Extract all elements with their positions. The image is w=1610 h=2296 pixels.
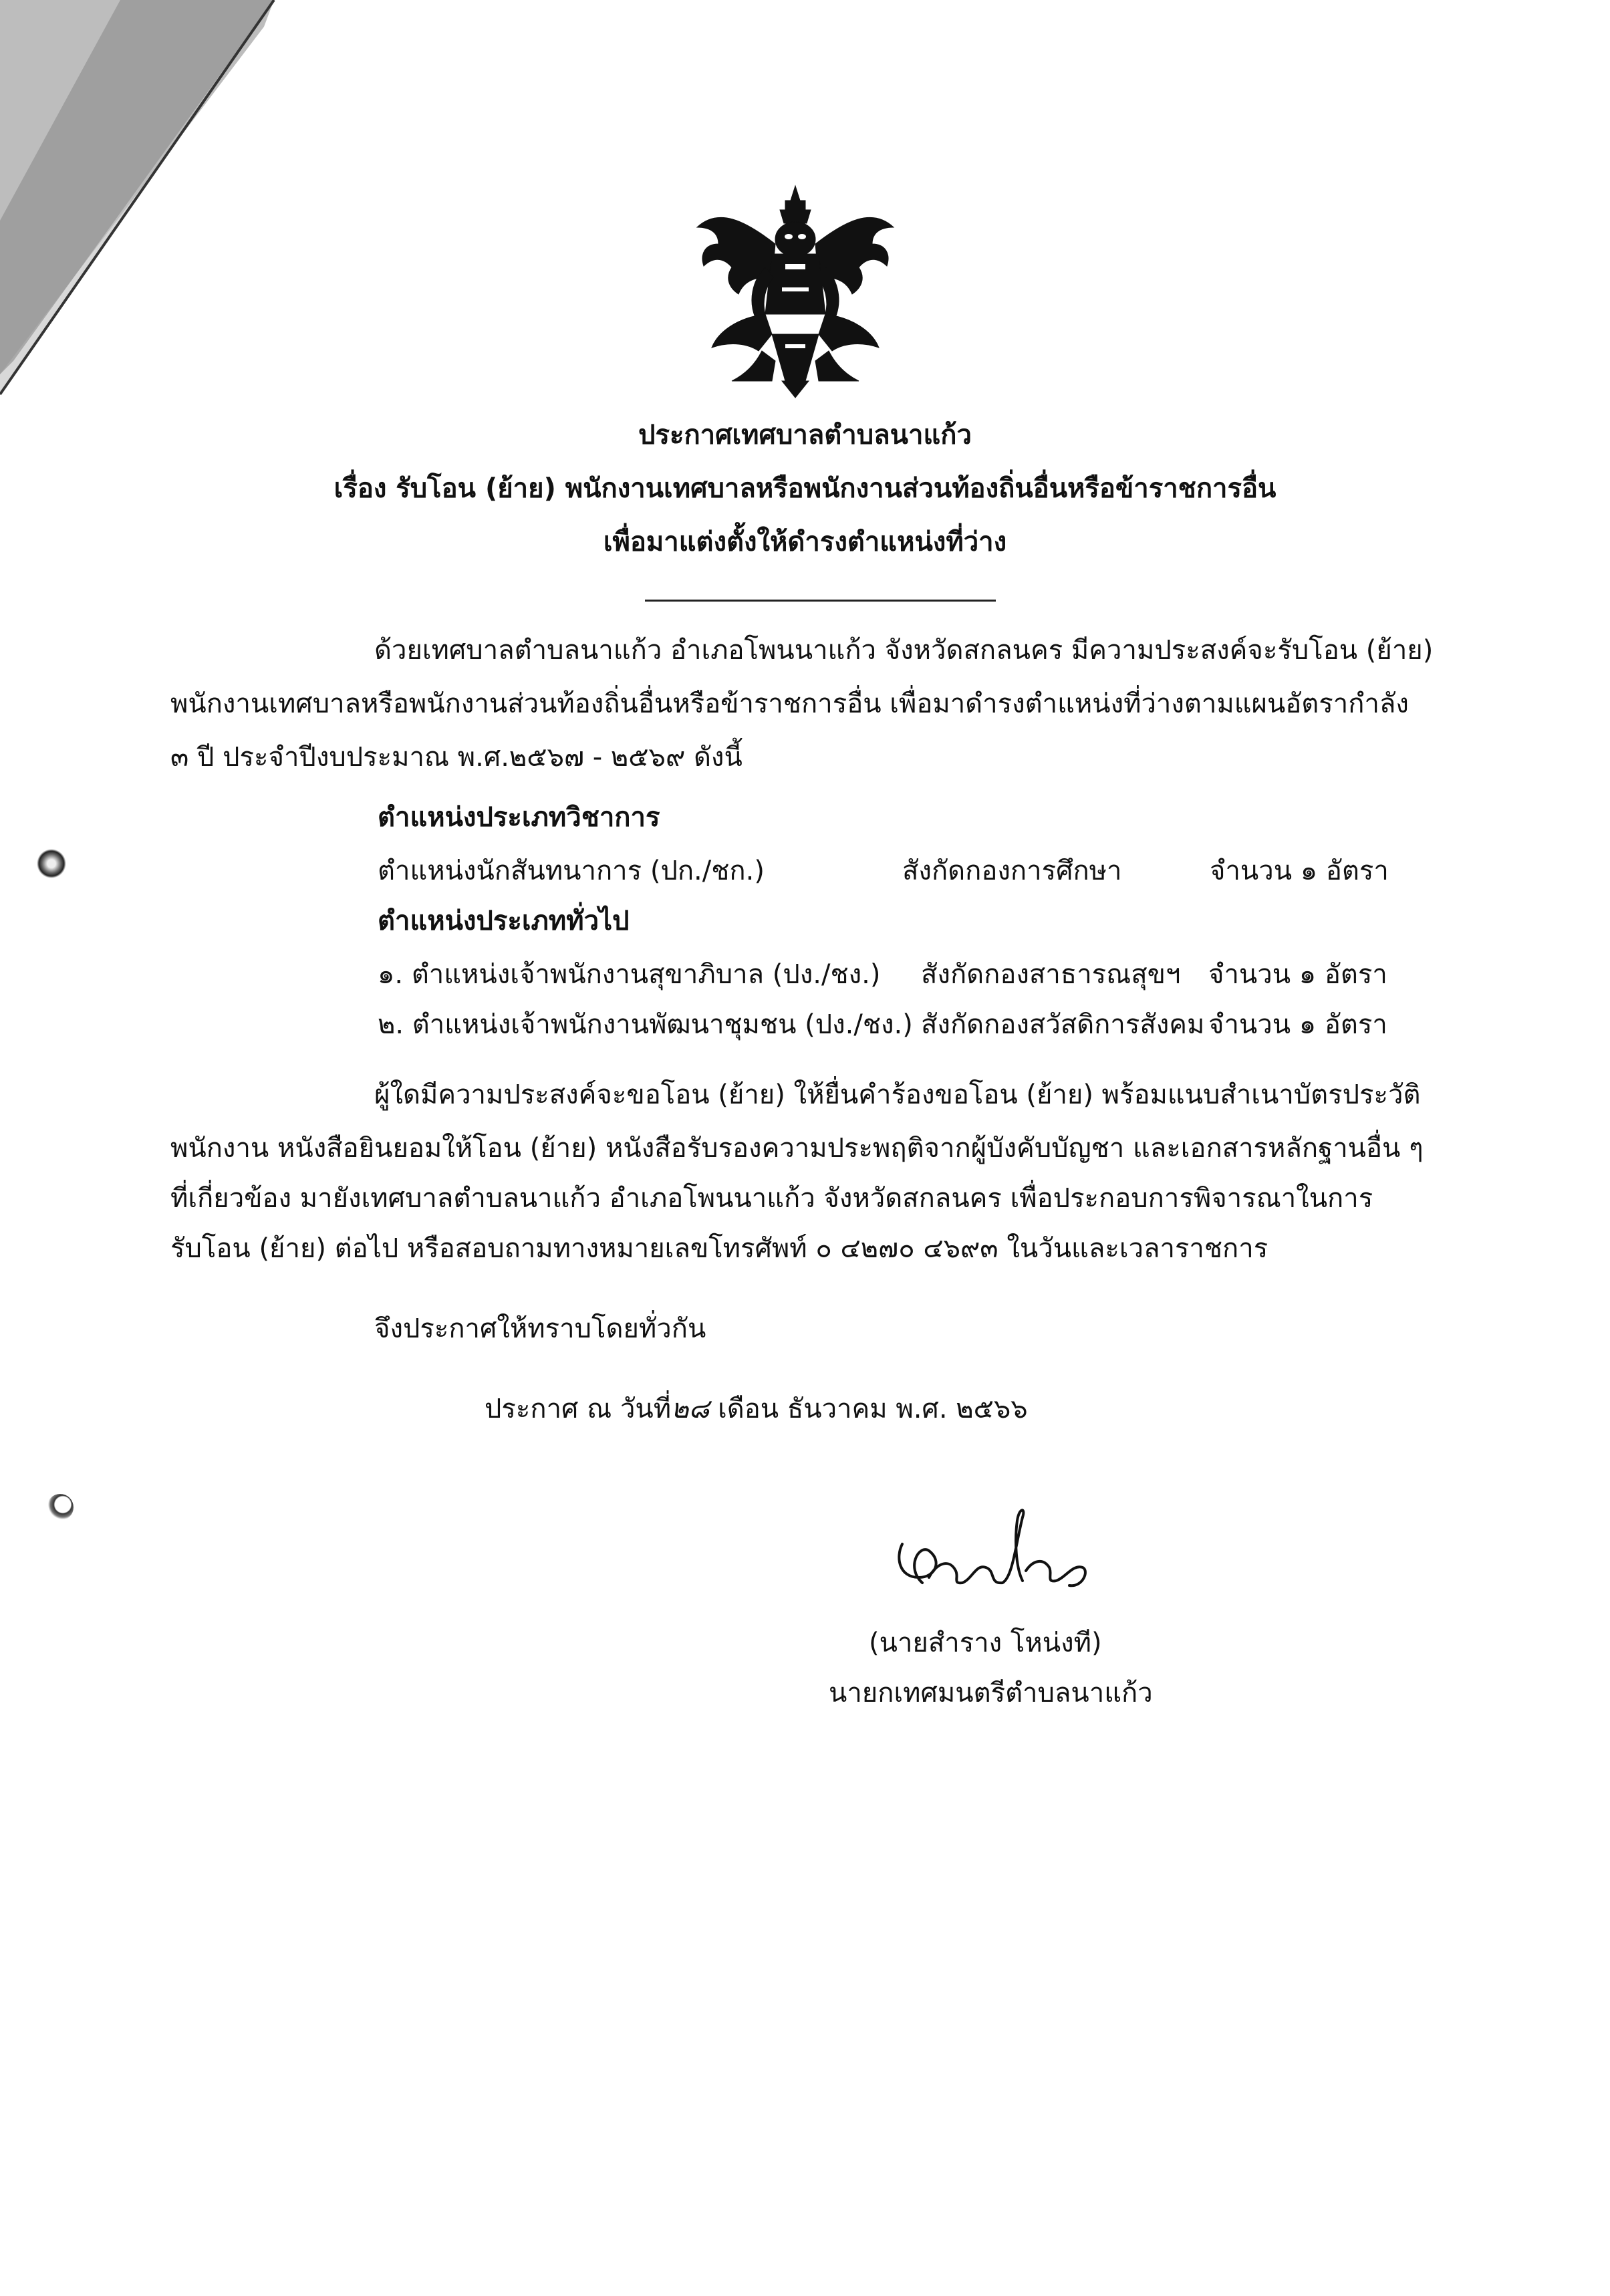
position-row-dept: สังกัดกองการศึกษา: [902, 856, 1122, 886]
instructions-line-1: ผู้ใดมีความประสงค์จะขอโอน (ย้าย) ให้ยื่นคำร้องขอโอน (ย้าย) พร้อมแนบสำเนาบัตรประวัติ: [374, 1079, 1421, 1110]
signatory-name: (นายสำราง โหน่งที): [869, 1628, 1102, 1658]
announcement-subject: เรื่อง รับโอน (ย้าย) พนักงานเทศบาลหรือพนักงานส่วนท้องถิ่นอื่นหรือข้าราชการอื่น: [333, 473, 1277, 504]
scan-speck: [37, 849, 66, 878]
position-row-count: จำนวน ๑ อัตรา: [1208, 1009, 1387, 1040]
position-row-title: ตำแหน่งนักสันทนาการ (ปก./ชก.): [378, 856, 765, 886]
position-row-count: จำนวน ๑ อัตรา: [1208, 959, 1387, 990]
scan-corner-shadow: [0, 0, 281, 401]
instructions-line-3: ที่เกี่ยวข้อง มายังเทศบาลตำบลนาแก้ว อำเภอโพนนาแก้ว จังหวัดสกลนคร เพื่อประกอบการพิจารณาในการ: [170, 1183, 1373, 1214]
announcement-title: ประกาศเทศบาลตำบลนาแก้ว: [638, 420, 972, 451]
intro-line-1: ด้วยเทศบาลตำบลนาแก้ว อำเภอโพนนาแก้ว จังหวัดสกลนคร มีความประสงค์จะรับโอน (ย้าย): [374, 635, 1434, 666]
instructions-line-2: พนักงาน หนังสือยินยอมให้โอน (ย้าย) หนังสือรับรองความประพฤติจากผู้บังคับบัญชา และเอกสารหลักฐานอื่น ๆ: [170, 1133, 1424, 1164]
header-divider: [645, 600, 996, 602]
garuda-emblem-icon: [692, 180, 899, 401]
date-prefix: ประกาศ ณ วันที่: [485, 1394, 672, 1424]
announcement-date: [485, 1387, 1028, 1430]
date-day-handwritten: ๒๘: [671, 1394, 710, 1424]
position-row-dept: สังกัดกองสาธารณสุขฯ: [921, 959, 1181, 990]
signatory-position: นายกเทศมนตรีตำบลนาแก้ว: [829, 1678, 1153, 1708]
position-row-title: ๒. ตำแหน่งเจ้าพนักงานพัฒนาชุมชน (ปง./ชง.): [378, 1009, 913, 1040]
intro-line-3: ๓ ปี ประจำปีงบประมาณ พ.ศ.๒๕๖๗ - ๒๕๖๙ ดังนี้: [170, 742, 743, 773]
date-rest: เดือน ธันวาคม พ.ศ. ๒๕๖๖: [718, 1394, 1028, 1424]
announcement-subject-cont: เพื่อมาแต่งตั้งให้ดำรงตำแหน่งที่ว่าง: [603, 527, 1007, 557]
position-row-count: จำนวน ๑ อัตรา: [1210, 856, 1389, 886]
scan-speck: [47, 1494, 74, 1521]
intro-line-2: พนักงานเทศบาลหรือพนักงานส่วนท้องถิ่นอื่นหรือข้าราชการอื่น เพื่อมาดำรงตำแหน่งที่ว่างตามแผนอัตรากำลัง: [170, 688, 1409, 719]
instructions-line-4: รับโอน (ย้าย) ต่อไป หรือสอบถามทางหมายเลขโทรศัพท์ ๐ ๔๒๗๐ ๔๖๙๓ ในวันและเวลาราชการ: [170, 1233, 1268, 1264]
handwritten-signature: [889, 1504, 1103, 1604]
general-heading: ตำแหน่งประเภททั่วไป: [378, 906, 630, 936]
position-row-title: ๑. ตำแหน่งเจ้าพนักงานสุขาภิบาล (ปง./ชง.): [378, 959, 881, 990]
academic-heading: ตำแหน่งประเภทวิชาการ: [378, 802, 660, 833]
closing-statement: จึงประกาศให้ทราบโดยทั่วกัน: [374, 1313, 706, 1344]
position-row-dept: สังกัดกองสวัสดิการสังคม: [921, 1009, 1205, 1040]
